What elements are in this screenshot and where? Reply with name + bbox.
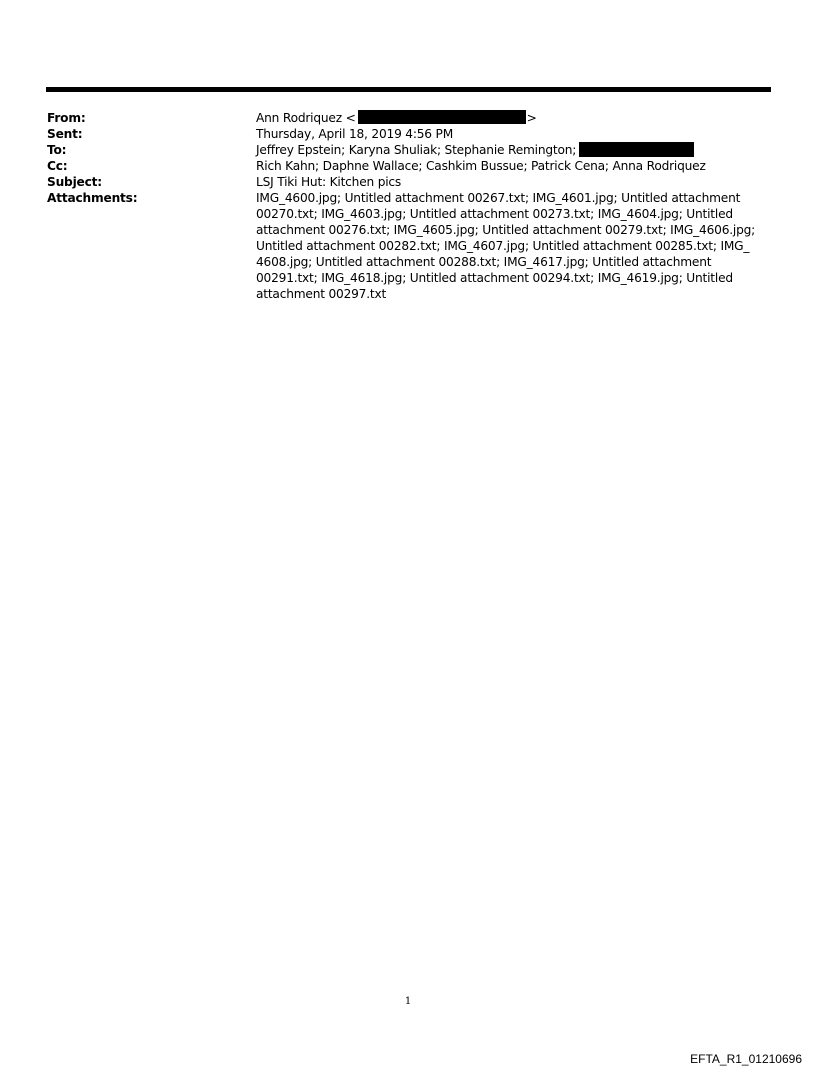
cc-value: Rich Kahn; Daphne Wallace; Cashkim Bussue; Patrick Cena; Anna Rodriquez bbox=[256, 159, 706, 173]
to-value bbox=[256, 142, 772, 158]
document-id: EFTA_R1_01210696 bbox=[690, 1052, 802, 1066]
from-email-close: > bbox=[526, 111, 537, 125]
cc-label: Cc: bbox=[47, 159, 68, 173]
subject-row bbox=[47, 174, 772, 190]
redacted-recipient bbox=[579, 142, 694, 157]
subject-label: Subject: bbox=[47, 175, 102, 189]
sent-value: Thursday, April 18, 2019 4:56 PM bbox=[256, 127, 454, 141]
subject-value: LSJ Tiki Hut: Kitchen pics bbox=[256, 175, 402, 189]
cc-row bbox=[47, 158, 772, 174]
attachments-value: IMG_4600.jpg; Untitled attachment 00267.txt; IMG_4601.jpg; Untitled attachment 00270.txt; IMG_4603.jpg; Untitled attachment 00273.txt; IMG_4604.jpg; Untitled attachment 00276.txt; IMG_4605.jpg; Untitled attachment 00279.txt; IMG_4606.jpg; Untitled attachment 00282.txt; IMG_4607.jpg; Untitled attachment 00285.txt; IMG_ 4608.jpg; Untitled attachment 00288.txt; IMG_4617.jpg; Untitled attachment 00291.txt; IMG_4618.jpg; Untitled attachment 00294.txt; IMG_4619.jpg; Untitled attachment 00297.txt bbox=[256, 191, 756, 301]
to-recipients: Jeffrey Epstein; Karyna Shuliak; Stephanie Remington; bbox=[256, 143, 577, 157]
from-email-open: < bbox=[345, 111, 356, 125]
email-header bbox=[47, 110, 772, 302]
sent-label: Sent: bbox=[47, 127, 83, 141]
to-row bbox=[47, 142, 772, 158]
from-row bbox=[47, 110, 772, 126]
to-label: To: bbox=[47, 143, 67, 157]
attachments-row bbox=[47, 190, 772, 302]
sent-row bbox=[47, 126, 772, 142]
page-number: 1 bbox=[404, 996, 412, 1007]
header-rule bbox=[46, 87, 771, 92]
from-value bbox=[256, 110, 772, 126]
attachments-label: Attachments: bbox=[47, 191, 138, 205]
from-label: From: bbox=[47, 111, 86, 125]
from-name: Ann Rodriquez bbox=[256, 111, 342, 125]
redacted-email bbox=[358, 110, 526, 124]
